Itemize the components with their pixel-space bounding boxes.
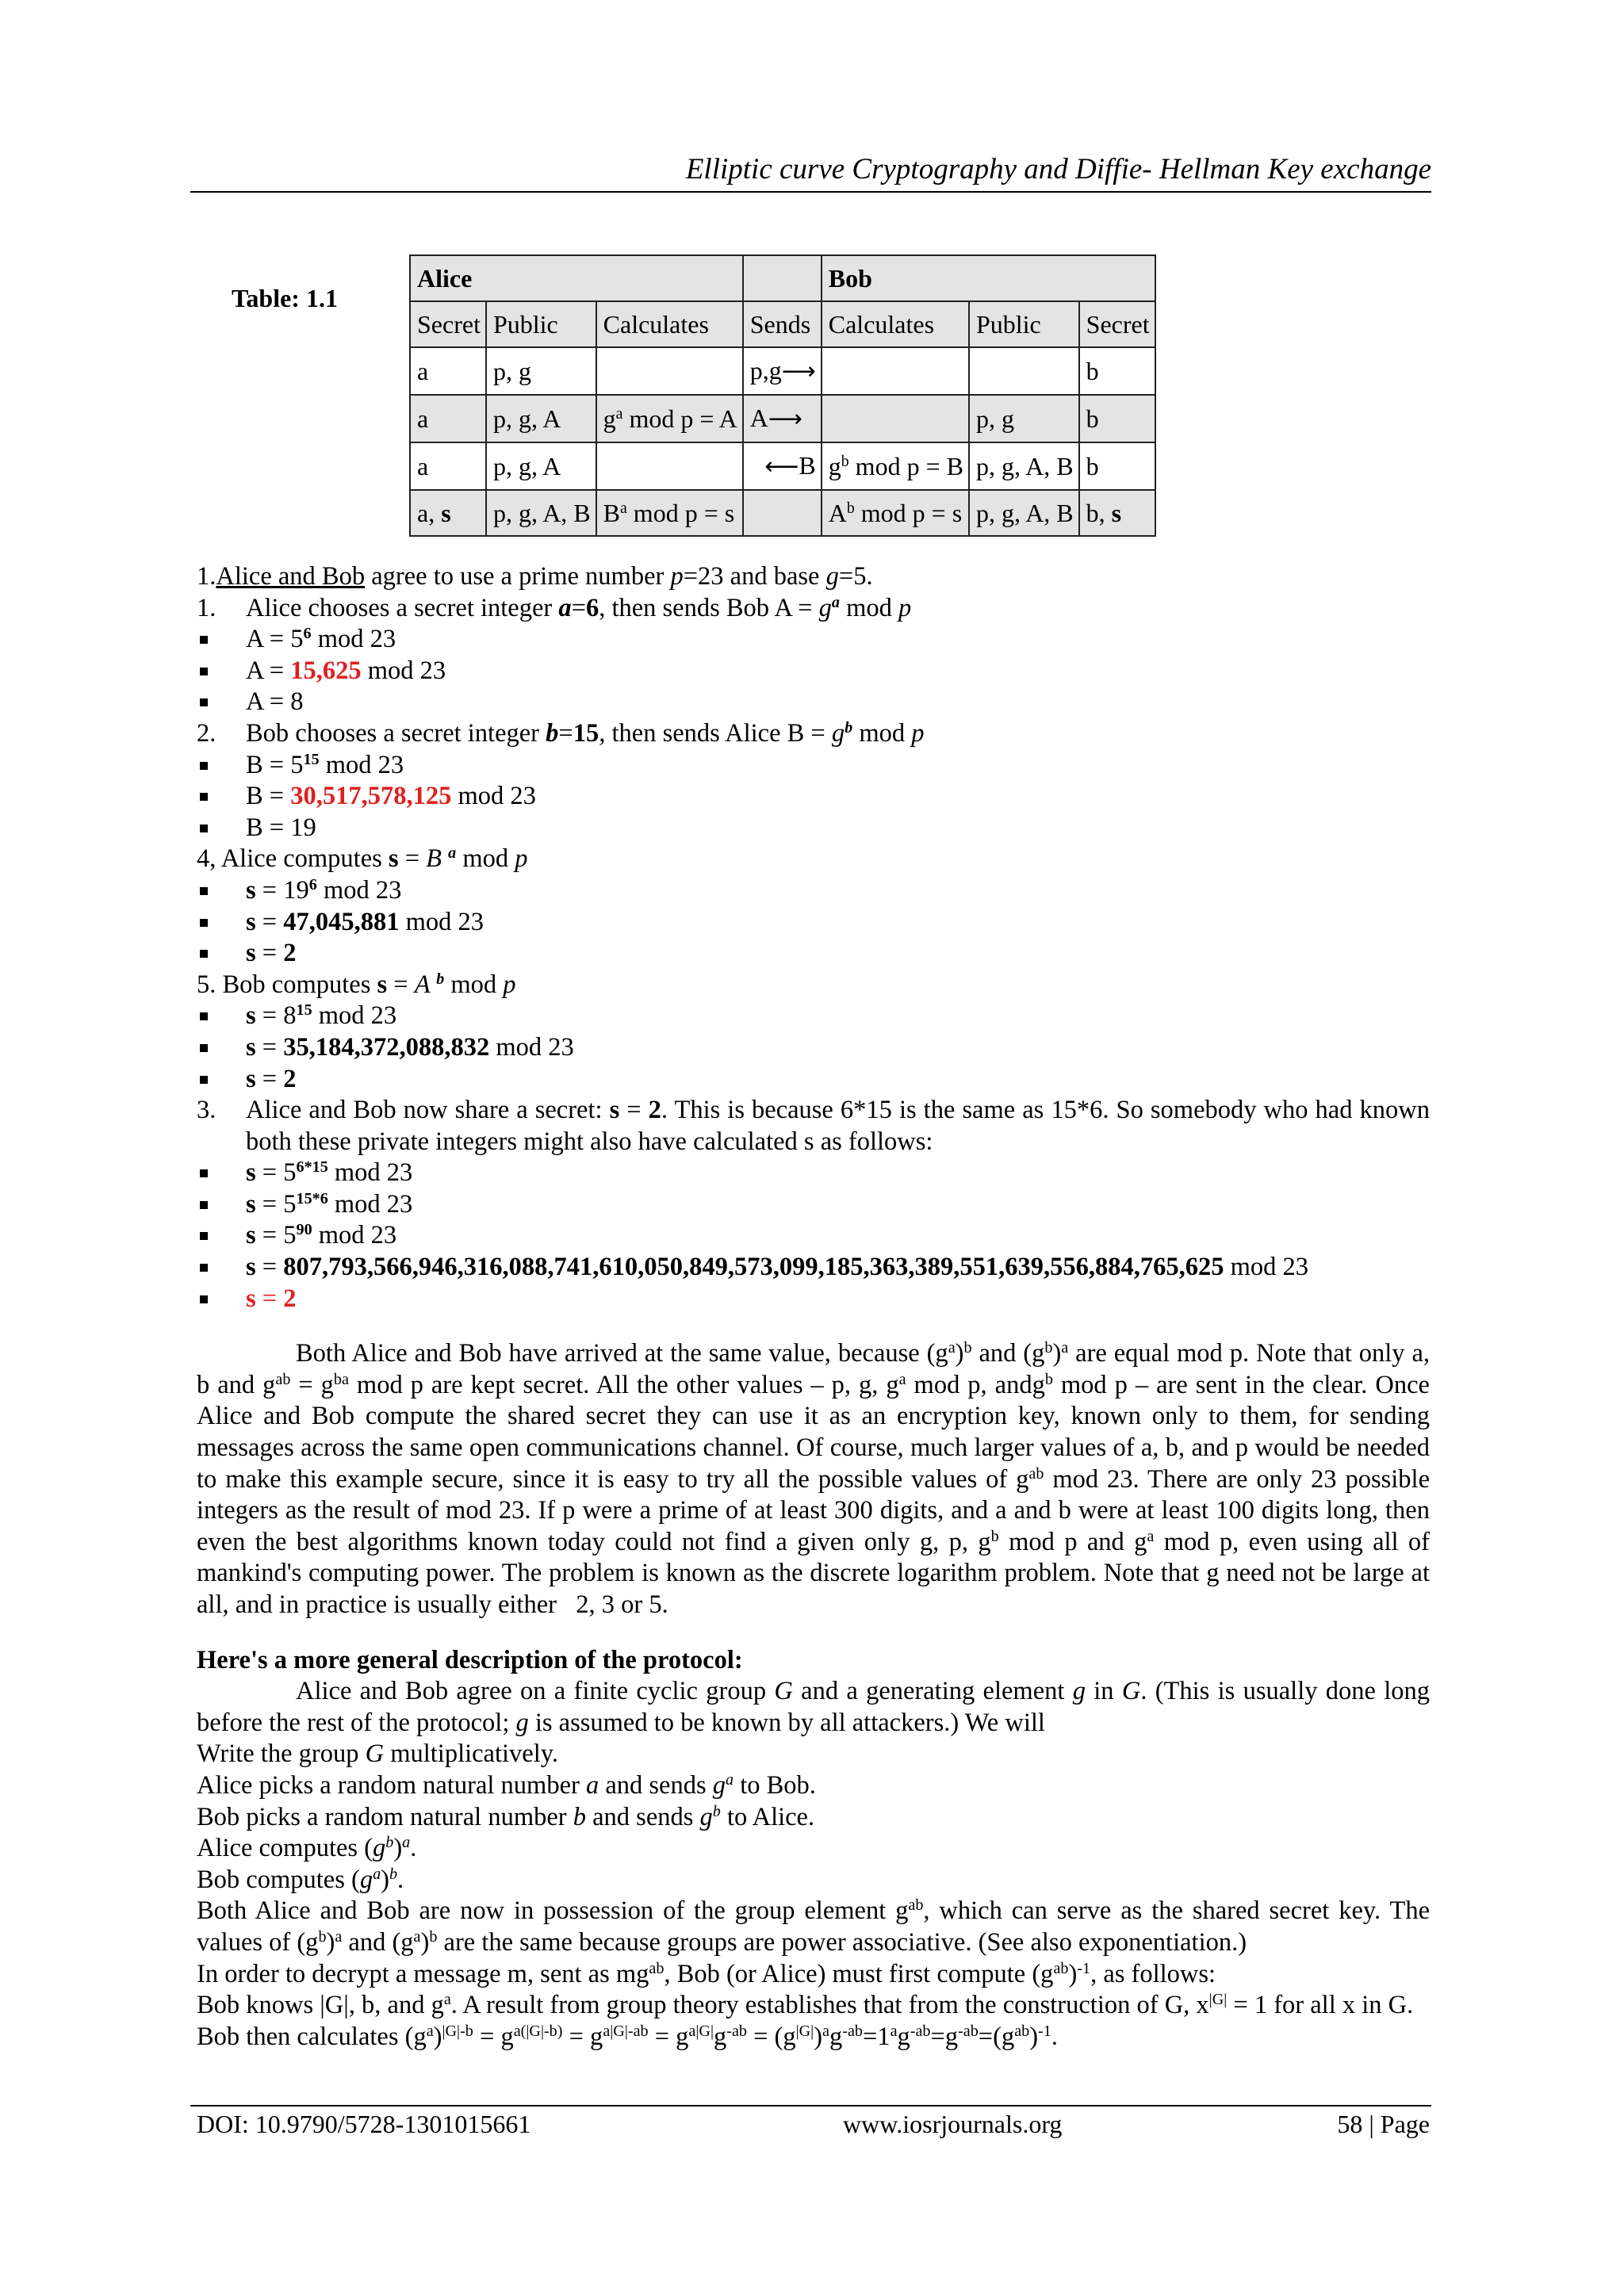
bob-header: Bob [822, 255, 1155, 301]
bob-public-cell: p, g [969, 395, 1079, 442]
bob-calc-cell: $g^b$ mod p = B [822, 442, 969, 490]
paragraph: Bob computes $(g^a)^b$. [197, 1865, 404, 1894]
bob-calc-cell: $A^b$ mod p = s [822, 490, 969, 536]
header-rule [190, 191, 1431, 193]
list-item: 3. Alice and Bob now share a secret: s = 2. This is because 6*15 is the same as 15*6. So somebody who had known both these private integers might also have calculated s as follows: [197, 1096, 1430, 1156]
sends-cell [743, 442, 822, 490]
running-header: Elliptic curve Cryptography and Diffie- Hellman Key exchange [685, 153, 1431, 186]
list-item: s = 47,045,881 mod 23 [197, 907, 1430, 939]
footer-rule [190, 2105, 1431, 2107]
sends-value: p,g [749, 356, 782, 385]
paragraph: Alice and Bob agree on a finite cyclic group G and a generating element g in G. (This is usually done long before the rest of the protocol; g is assumed to be known by all attackers.) We will [197, 1677, 1431, 1737]
bob-public-cell [969, 347, 1079, 395]
col-header: Public [486, 301, 596, 347]
paragraph: Both Alice and Bob have arrived at the same value, because $(g^a)^b$ and $(g^b)^a$ are equal mod p. Note that only a, b and $g^{ab} = g^{ba}$ mod p are kept secret. All the other values – p, g, $g^a$ mod p, andg$^b$ mod p – are sent in the clear. Once Alice and Bob compute the shared secret they can use it as an encryption key, known only to them, for sending messages across the same open communications channel. Of course, much larger values of a, b, and p would be needed to make this example secure, since it is easy to try all the possible values of $g^{ab}$ mod 23. There are only 23 possible integers as the result of mod 23. If p were a prime of at least 300 digits, and a and b were at least 100 digits long, then even the best algorithms known today could not find a given only g, p, $g^b$ mod p and $g^a$ mod p, even using all of mankind's computing power. The problem is known as the discrete logarithm problem. Note that g need not be large at all, and in practice is usually either 2, 3 or 5. [197, 1339, 1430, 1619]
page-number: 58 | Page [1337, 2110, 1430, 2138]
list-item: $s = 5^{90}$ mod 23 [197, 1220, 1430, 1252]
list-item: $s = 8^{15}$ mod 23 [197, 1001, 1430, 1032]
alice-secret-cell: a, s [410, 490, 486, 536]
paragraph: Bob then calculates $(g^a)^{|G|-b} = g^{a(|G|-b)} = g^{a|G|-ab} = g^{a|G|}g^{-ab} = (g^{|G|})^ag^{-ab}=1^ag^{-ab}=g^{-ab}=(g^{ab})^{-1}$. [197, 2022, 1058, 2051]
body-content [197, 561, 1430, 2053]
diffie-hellman-table [409, 254, 1156, 537]
sends-header-spacer [743, 255, 822, 301]
alice-public-cell: p, g [486, 347, 596, 395]
agree-line: 1.Alice and Bob agree to use a prime number p=23 and base g=5. [197, 562, 873, 591]
paragraph: Write the group G multiplicatively. [197, 1739, 559, 1769]
alice-public-cell: p, g, A [486, 395, 596, 442]
list-item: A = 8 [197, 687, 1430, 718]
step4-line: 4, Alice computes s = B $^a$ mod p [197, 844, 528, 874]
alice-calc-cell [596, 347, 743, 395]
bob-calc-cell [822, 347, 969, 395]
list-item: B = 30,517,578,125 mod 23 [197, 781, 1430, 813]
section-heading: Here's a more general description of the protocol: [197, 1645, 743, 1674]
step5-line: 5. Bob computes s = A $^b$ mod p [197, 970, 516, 999]
list-item: $A = 5^6$ mod 23 [197, 624, 1430, 656]
paragraph: Both Alice and Bob are now in possession of the group element $g^{ab}$, which can serve as the shared secret key. The values of $(g^b)^a$ and $(g^a)^b$ are the same because groups are power associative. (See also exponentiation.) [197, 1896, 1430, 1957]
journal-site: www.iosrjournals.org [843, 2110, 1063, 2138]
col-header: Calculates [596, 301, 743, 347]
table-row [410, 442, 1155, 490]
sends-value: B [799, 451, 816, 480]
bob-public-cell: p, g, A, B [969, 442, 1079, 490]
list-item: s = 2 [197, 1064, 1430, 1096]
col-header: Sends [743, 301, 822, 347]
list-item: 1. Alice chooses a secret integer a=6, then sends Bob $A = g^a$ mod p [197, 593, 912, 622]
bob-public-cell: p, g, A, B [969, 490, 1079, 536]
doi-text: DOI: 10.9790/5728-1301015661 [197, 2110, 531, 2138]
bob-secret-cell: b [1079, 442, 1155, 490]
alice-calc-cell: $g^a$ mod p = A [596, 395, 743, 442]
table-row [410, 490, 1155, 536]
list-item: s = 35,184,372,088,832 mod 23 [197, 1032, 1430, 1064]
list-item: B = 19 [197, 813, 1430, 844]
paragraph: Bob knows |G|, b, and $g^a$. A result from group theory establishes that from the construction of G, $x^{|G|} = 1$ for all x in G. [197, 1991, 1414, 2020]
alice-public-cell: p, g, A [486, 442, 596, 490]
sends-cell [743, 490, 822, 536]
list-item: $B = 5^{15}$ mod 23 [197, 750, 1430, 782]
bob-secret-cell: b [1079, 395, 1155, 442]
list-item: s = 807,793,566,946,316,088,741,610,050,849,573,099,185,363,389,551,639,556,884,765,625 mod 23 [197, 1252, 1430, 1284]
sends-cell [743, 347, 822, 395]
paragraph: Bob picks a random natural number b and sends $g^b$ to Alice. [197, 1802, 815, 1831]
alice-secret-cell: a [410, 442, 486, 490]
left-arrow-icon: ⟵ [764, 453, 799, 480]
col-header: Calculates [822, 301, 969, 347]
table-caption: Table: 1.1 [232, 284, 338, 312]
paragraph: Alice computes $(g^b)^a$. [197, 1834, 417, 1863]
alice-header: Alice [410, 255, 743, 301]
list-item: $s = 5^{6*15}$ mod 23 [197, 1158, 1430, 1189]
col-header: Public [969, 301, 1079, 347]
col-header: Secret [410, 301, 486, 347]
alice-secret-cell: a [410, 395, 486, 442]
right-arrow-icon: ⟶ [781, 358, 816, 385]
list-item: s = 2 [197, 938, 1430, 970]
bob-secret-cell: b, s [1079, 490, 1155, 536]
list-item: $s = 5^{15*6}$ mod 23 [197, 1189, 1430, 1221]
table-row [410, 347, 1155, 395]
list-item: s = 2 [197, 1284, 1430, 1315]
alice-public-cell: p, g, A, B [486, 490, 596, 536]
alice-calc-cell: $B^a$ mod p = s [596, 490, 743, 536]
alice-secret-cell: a [410, 347, 486, 395]
table-row [410, 395, 1155, 442]
col-header: Secret [1079, 301, 1155, 347]
paragraph: Alice picks a random natural number a and sends $g^a$ to Bob. [197, 1770, 816, 1800]
sends-value: A [749, 404, 768, 432]
alice-calc-cell [596, 442, 743, 490]
bob-secret-cell: b [1079, 347, 1155, 395]
paragraph: In order to decrypt a message m, sent as $mg^{ab}$, Bob (or Alice) must first compute $(g^{ab})^{-1}$, as follows: [197, 1959, 1216, 1988]
list-item: A = 15,625 mod 23 [197, 656, 1430, 687]
right-arrow-icon: ⟶ [768, 405, 802, 433]
sends-cell [743, 395, 822, 442]
bob-calc-cell [822, 395, 969, 442]
list-item: 2. Bob chooses a secret integer b=15, then sends Alice $B = g^b$ mod p [197, 718, 925, 748]
list-item: $s = 19^6$ mod 23 [197, 875, 1430, 907]
